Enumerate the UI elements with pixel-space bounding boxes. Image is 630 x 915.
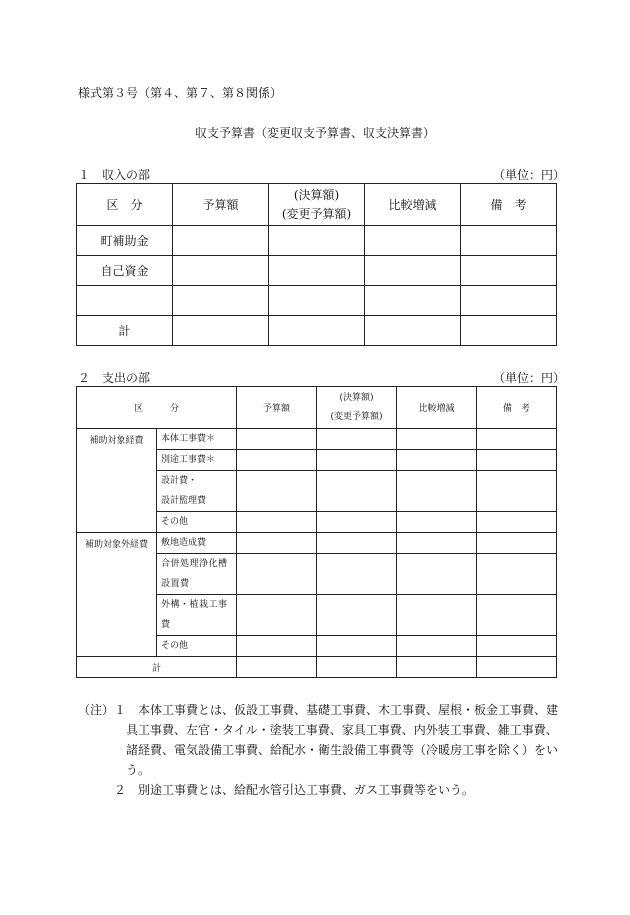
table-row	[77, 256, 557, 286]
income-header-row	[77, 184, 557, 226]
expense-cell[interactable]	[317, 657, 397, 678]
expense-cell[interactable]	[237, 554, 317, 595]
note-1-line: 具工事費、左官・タイル・塗装工事費、家具工事費、内外装工事費、雑工事費、	[126, 723, 558, 737]
note-1-number: １	[114, 703, 127, 717]
expense-cell[interactable]	[237, 657, 317, 678]
expense-cell[interactable]	[397, 450, 477, 471]
document-title: 収支予算書（変更収支予算書、収支決算書）	[194, 126, 435, 140]
expense-header-remarks: 備 考	[477, 387, 557, 429]
income-cell[interactable]	[365, 226, 461, 256]
expense-header-budget: 予算額	[237, 387, 317, 429]
note-1-line: 諸経費、電気設備工事費、給配水・衛生設備工事費等（冷暖房工事を除く）をい	[126, 743, 559, 757]
income-cell[interactable]	[269, 316, 365, 346]
income-cell[interactable]	[173, 316, 269, 346]
expense-cell[interactable]	[477, 554, 557, 595]
income-row-label	[77, 286, 173, 316]
expense-cell[interactable]	[237, 636, 317, 657]
income-row-label: 町補助金	[77, 226, 173, 256]
expense-item-label: 外構・植栽工事 費	[157, 595, 237, 636]
table-row	[77, 533, 557, 554]
income-cell[interactable]	[269, 226, 365, 256]
expense-cell[interactable]	[397, 595, 477, 636]
expense-cell[interactable]	[317, 429, 397, 450]
expense-item-label: 合併処理浄化槽 設置費	[157, 554, 237, 595]
note-1-line: う。	[126, 763, 151, 777]
expense-cell[interactable]	[237, 595, 317, 636]
income-cell[interactable]	[269, 256, 365, 286]
income-total-label: 計	[77, 316, 173, 346]
expense-cell[interactable]	[397, 533, 477, 554]
expense-cell[interactable]	[317, 636, 397, 657]
expense-cell[interactable]	[397, 657, 477, 678]
expense-table	[76, 386, 557, 678]
expense-header-diff: 比較増減	[397, 387, 477, 429]
expense-cell[interactable]	[397, 554, 477, 595]
income-header-remarks: 備 考	[461, 184, 557, 226]
expense-item-label: 別途工事費＊	[157, 450, 237, 471]
expense-cell[interactable]	[237, 533, 317, 554]
income-cell[interactable]	[461, 286, 557, 316]
expense-cell[interactable]	[477, 657, 557, 678]
form-number: 様式第３号（第４、第７、第８関係）	[78, 86, 283, 100]
income-header-category: 区 分	[77, 184, 173, 226]
expense-cell[interactable]	[317, 471, 397, 512]
expense-total-label: 計	[77, 657, 237, 678]
income-unit-label: （単位：円）	[493, 168, 566, 182]
income-cell[interactable]	[365, 286, 461, 316]
note-1-line: 本体工事費とは、仮設工事費、基礎工事費、木工事費、屋根・板金工事費、建	[138, 703, 559, 717]
income-cell[interactable]	[173, 226, 269, 256]
table-row	[77, 429, 557, 450]
expense-unit-label: （単位：円）	[493, 371, 566, 385]
expense-cell[interactable]	[237, 429, 317, 450]
expense-cell[interactable]	[477, 533, 557, 554]
table-row	[77, 316, 557, 346]
expense-header-row	[77, 387, 557, 429]
note-2-number: ２	[114, 783, 127, 797]
expense-item-label: その他	[157, 512, 237, 533]
income-cell[interactable]	[173, 256, 269, 286]
notes-prefix: （注）	[78, 703, 115, 717]
income-cell[interactable]	[173, 286, 269, 316]
expense-header-category: 区 分	[77, 387, 237, 429]
expense-header-settled: (決算額) (変更予算額)	[317, 387, 397, 429]
expense-cell[interactable]	[317, 450, 397, 471]
expense-cell[interactable]	[397, 636, 477, 657]
expense-cell[interactable]	[317, 554, 397, 595]
expense-section-title: ２ 支出の部	[78, 371, 151, 385]
expense-item-label: 敷地造成費	[157, 533, 237, 554]
expense-cell[interactable]	[477, 512, 557, 533]
expense-item-label: その他	[157, 636, 237, 657]
table-row	[77, 286, 557, 316]
expense-item-label: 設計費・ 設計監理費	[157, 471, 237, 512]
table-row	[77, 657, 557, 678]
expense-cell[interactable]	[237, 512, 317, 533]
income-cell[interactable]	[461, 226, 557, 256]
income-cell[interactable]	[461, 316, 557, 346]
income-cell[interactable]	[365, 256, 461, 286]
expense-group-subsidized: 補助対象経費	[77, 429, 157, 533]
table-row	[77, 226, 557, 256]
expense-cell[interactable]	[237, 450, 317, 471]
expense-cell[interactable]	[477, 471, 557, 512]
expense-cell[interactable]	[397, 512, 477, 533]
income-section-title: １ 収入の部	[78, 168, 151, 182]
expense-cell[interactable]	[397, 429, 477, 450]
expense-item-label: 本体工事費＊	[157, 429, 237, 450]
income-header-settled: (決算額) (変更予算額)	[269, 184, 365, 226]
expense-cell[interactable]	[477, 450, 557, 471]
note-2-text: 別途工事費とは、給配水管引込工事費、ガス工事費等をいう。	[138, 783, 475, 797]
income-header-budget: 予算額	[173, 184, 269, 226]
expense-cell[interactable]	[317, 533, 397, 554]
expense-cell[interactable]	[477, 429, 557, 450]
income-row-label: 自己資金	[77, 256, 173, 286]
expense-cell[interactable]	[237, 471, 317, 512]
income-cell[interactable]	[365, 316, 461, 346]
income-table	[76, 183, 557, 346]
income-cell[interactable]	[269, 286, 365, 316]
expense-cell[interactable]	[477, 636, 557, 657]
expense-cell[interactable]	[317, 595, 397, 636]
expense-group-non-subsidized: 補助対象外経費	[77, 533, 157, 657]
expense-cell[interactable]	[397, 471, 477, 512]
expense-cell[interactable]	[317, 512, 397, 533]
income-header-diff: 比較増減	[365, 184, 461, 226]
income-cell[interactable]	[461, 256, 557, 286]
expense-cell[interactable]	[477, 595, 557, 636]
